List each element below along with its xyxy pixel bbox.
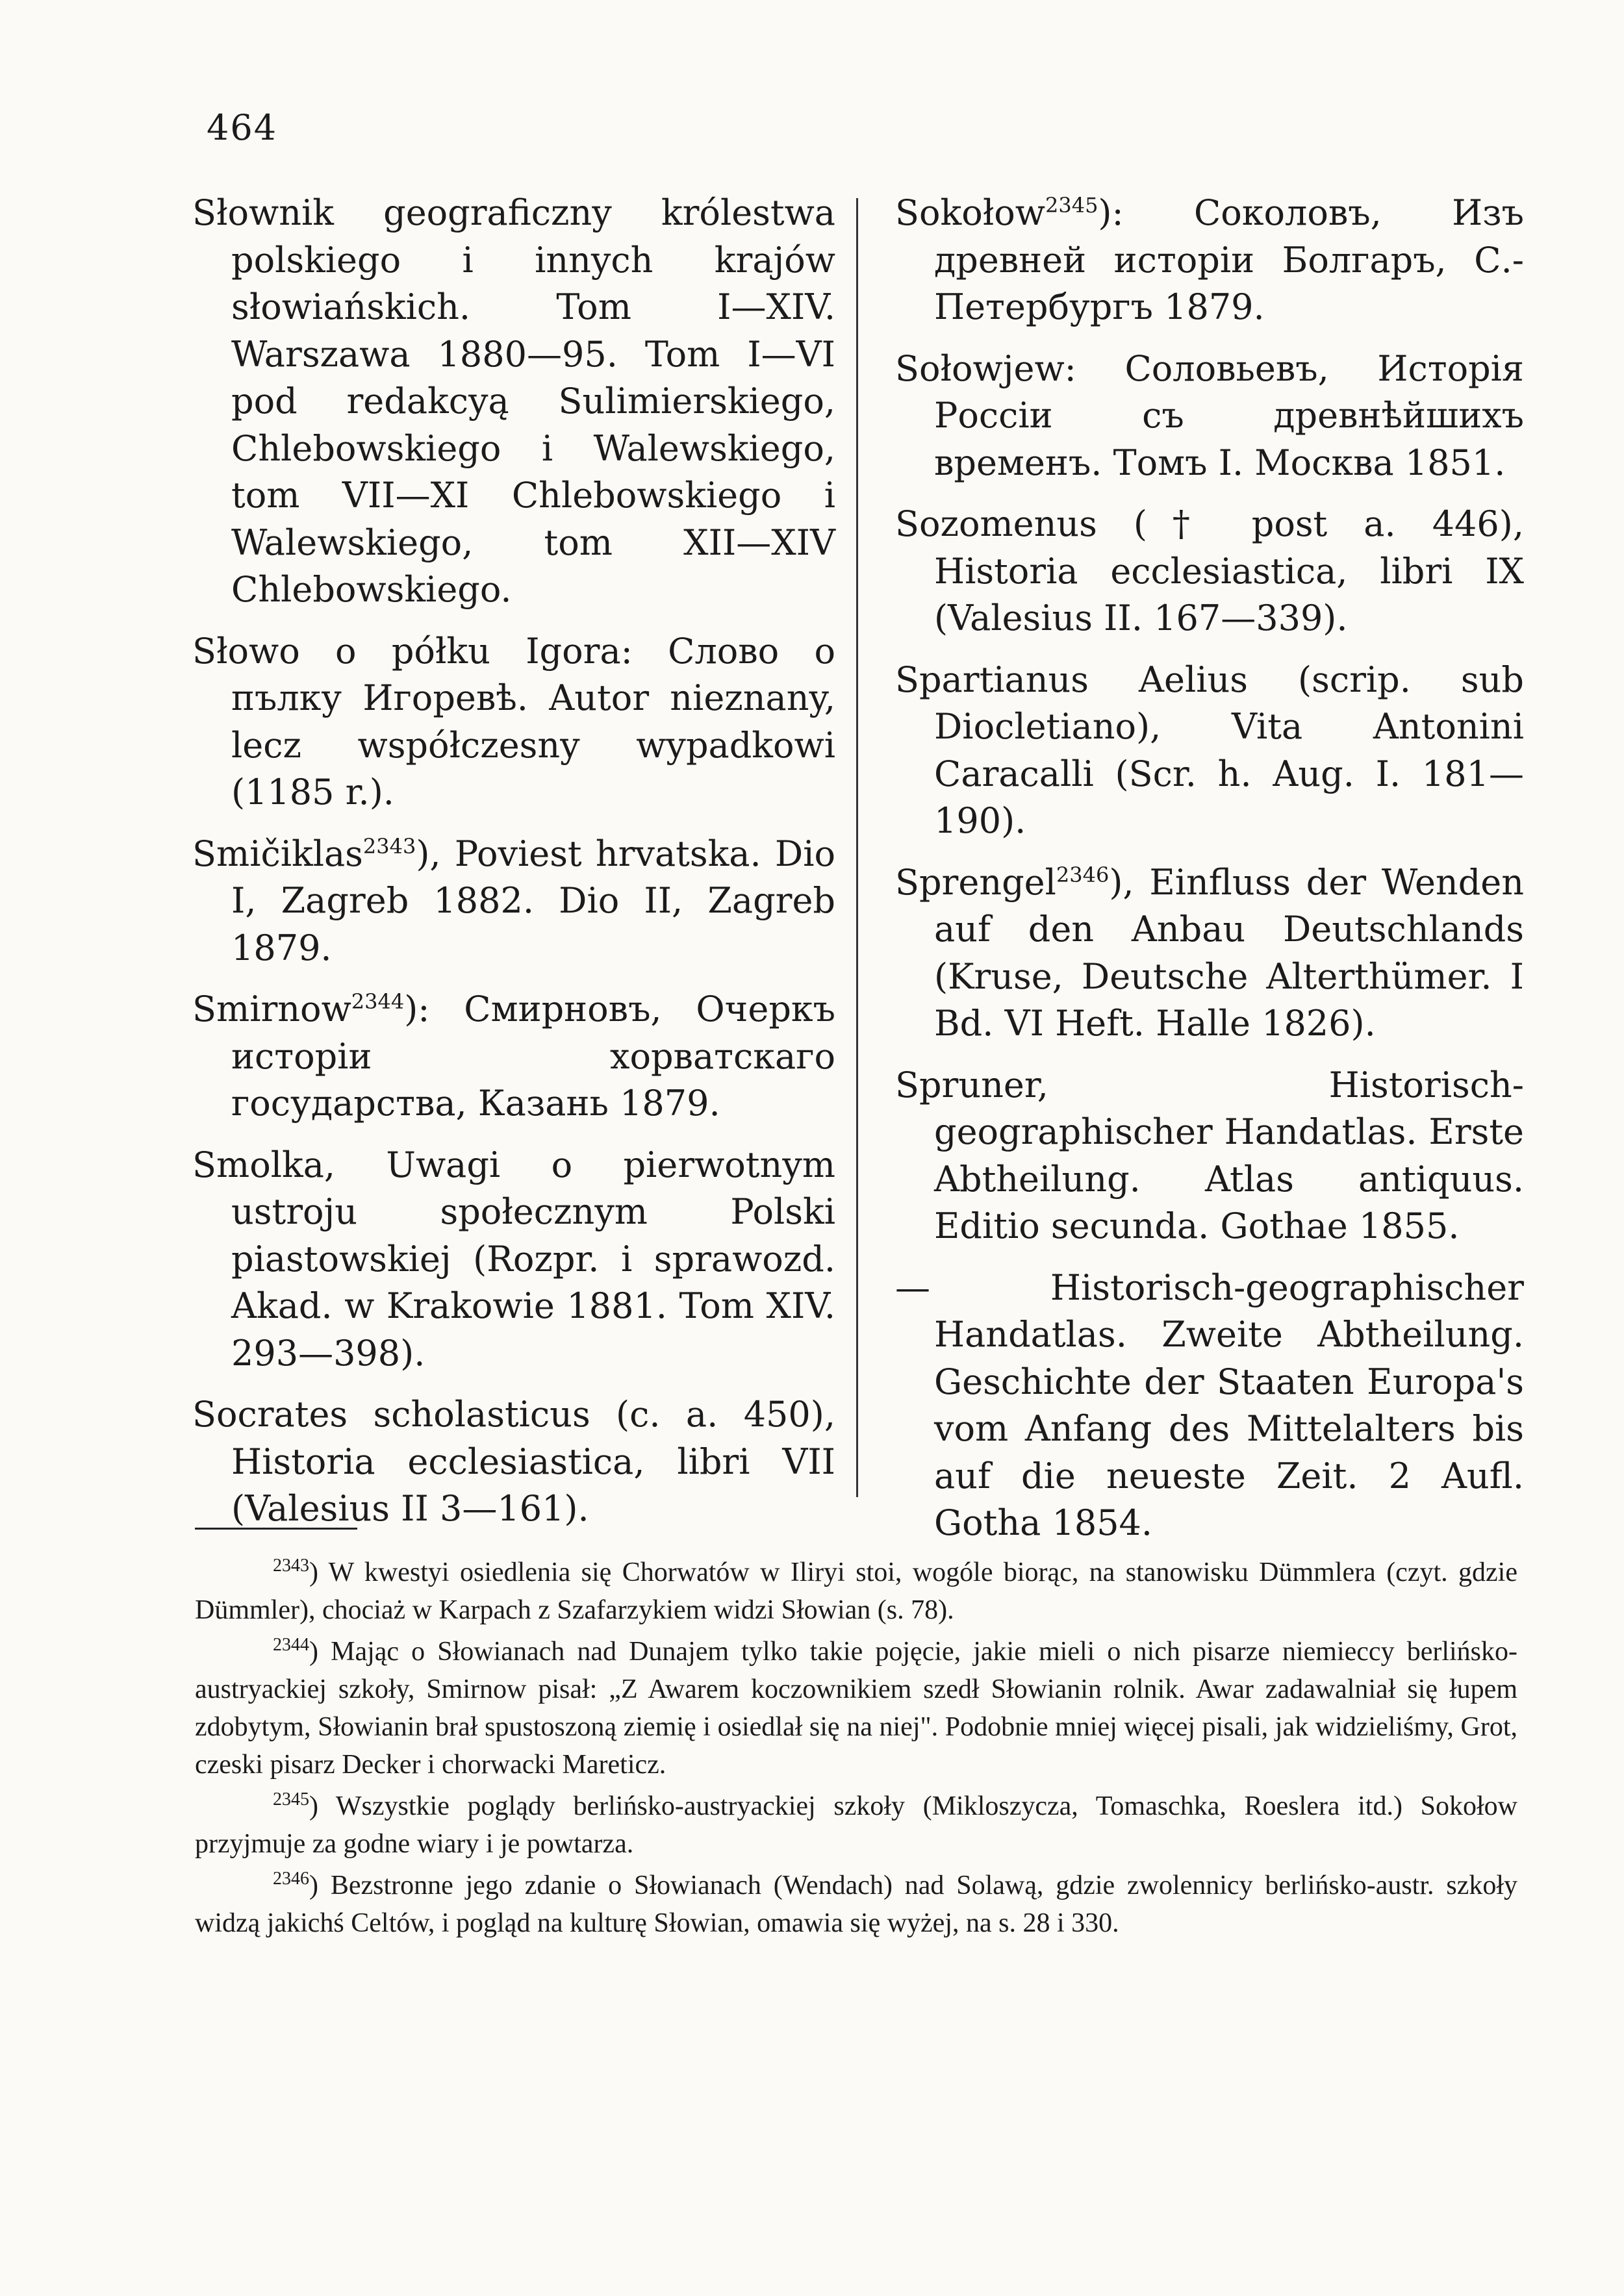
footnote-rule	[195, 1528, 357, 1530]
bibliography-entry: Sokołow$^{2345}$): Соколовъ, Изъ древней исторіи Болгаръ, С.-Петербургъ 1879.	[895, 192, 1524, 327]
footnote-number: 2343	[273, 1556, 309, 1576]
bibliography-entry: Socrates scholasticus (c. a. 450), Historia ecclesiastica, libri VII (Valesius II 3—161).	[192, 1394, 835, 1529]
left-column	[192, 190, 835, 1547]
footnote: $^{2346}$) Bezstronne jego zdanie o Słowianach (Wendach) nad Solawą, gdzie zwolennicy berlińsko-austr. szkoły widzą jakichś Celtów, i pogląd na kulturę Słowian, omawia się wyżej, na s. 28 i 330.	[195, 1869, 1517, 1938]
footnote-ref: 2344	[351, 989, 405, 1014]
footnote-number: 2345	[273, 1789, 309, 1810]
bibliography-entry: Smolka, Uwagi o pierwotnym ustroju społecznym Polski piastowskiej (Rozpr. i sprawozd. Akad. w Krakowie 1881. Tom XIV. 293—398).	[192, 1144, 835, 1374]
bibliography-entry: Sołowjew: Соловьевъ, Исторія Россіи съ древнѣйшихъ временъ. Томъ I. Москва 1851.	[895, 347, 1524, 483]
page-number: 464	[207, 107, 278, 148]
column-divider	[856, 198, 858, 1497]
right-column	[895, 190, 1524, 1561]
bibliography-entry: Spartianus Aelius (scrip. sub Diocletiano), Vita Antonini Caracalli (Scr. h. Aug. I. 181—190).	[895, 659, 1524, 841]
bibliography-entry: Smirnow$^{2344}$): Смирновъ, Очеркъ исторіи хорватскаго государства, Казань 1879.	[192, 989, 835, 1124]
bibliography-entry: Sprengel$^{2346}$), Einfluss der Wenden auf den Anbau Deutschlands (Kruse, Deutsche Alterthümer. I Bd. VI Heft. Halle 1826).	[895, 861, 1524, 1044]
bibliography-entry: Smičiklas$^{2343}$), Poviest hrvatska. Dio I, Zagreb 1882. Dio II, Zagreb 1879.	[192, 833, 835, 968]
bibliography-entry: Słowo o półku Igora: Слово о пълку Игоревѣ. Autor nieznany, lecz współczesny wypadkowi (1185 r.).	[192, 630, 835, 813]
footnote-ref: 2345	[1045, 193, 1098, 218]
bibliography-entry: Sozomenus († post a. 446), Historia ecclesiastica, libri IX (Valesius II. 167—339).	[895, 503, 1524, 638]
bibliography-entry: — Historisch-geographischer Handatlas. Zweite Abtheilung. Geschichte der Staaten Europa's vom Anfang des Mittelalters bis auf die neueste Zeit. 2 Aufl. Gotha 1854.	[895, 1267, 1524, 1543]
footnotes	[195, 1554, 1517, 1946]
footnote: $^{2344}$) Mając o Słowianach nad Dunajem tylko takie pojęcie, jakie mieli o nich pisarze niemieccy berlińsko-austryackiej szkoły, Smirnow pisał: „Z Awarem koczownikiem szedł Słowianin rolnik. Awar zadawalniał się łupem zdobytym, Słowianin brał spustoszoną ziemię i osiedlał się na niej". Podobnie mniej więcej pisali, jak widzieliśmy, Grot, czeski pisarz Decker i chorwacki Mareticz.	[195, 1635, 1517, 1780]
footnote-ref: 2346	[1056, 862, 1110, 887]
footnote-number: 2344	[273, 1635, 309, 1655]
bibliography-entry: Słownik geograficzny królestwa polskiego i innych krajów słowiańskich. Tom I—XIV. Warszawa 1880—95. Tom I—VI pod redakcyą Sulimierskiego, Chlebowskiego i Walewskiego, tom VII—XI Chlebowskiego i Walewskiego, tom XII—XIV Chlebowskiego.	[192, 192, 835, 610]
bibliography-entry: Spruner, Historisch-geographischer Handatlas. Erste Abtheilung. Atlas antiquus. Editio secunda. Gothae 1855.	[895, 1064, 1524, 1246]
footnote-ref: 2343	[362, 833, 416, 859]
footnote-number: 2346	[273, 1869, 309, 1889]
footnote: $^{2345}$) Wszystkie poglądy berlińsko-austryackiej szkoły (Mikloszycza, Tomaschka, Roeslera itd.) Sokołow przyjmuje za godne wiary i je powtarza.	[195, 1789, 1517, 1859]
footnote: $^{2343}$) W kwestyi osiedlenia się Chorwatów w Iliryi stoi, wogóle biorąc, na stanowisku Dümmlera (czyt. gdzie Dümmler), chociaż w Karpach z Szafarzykiem widzi Słowian (s. 78).	[195, 1556, 1517, 1625]
